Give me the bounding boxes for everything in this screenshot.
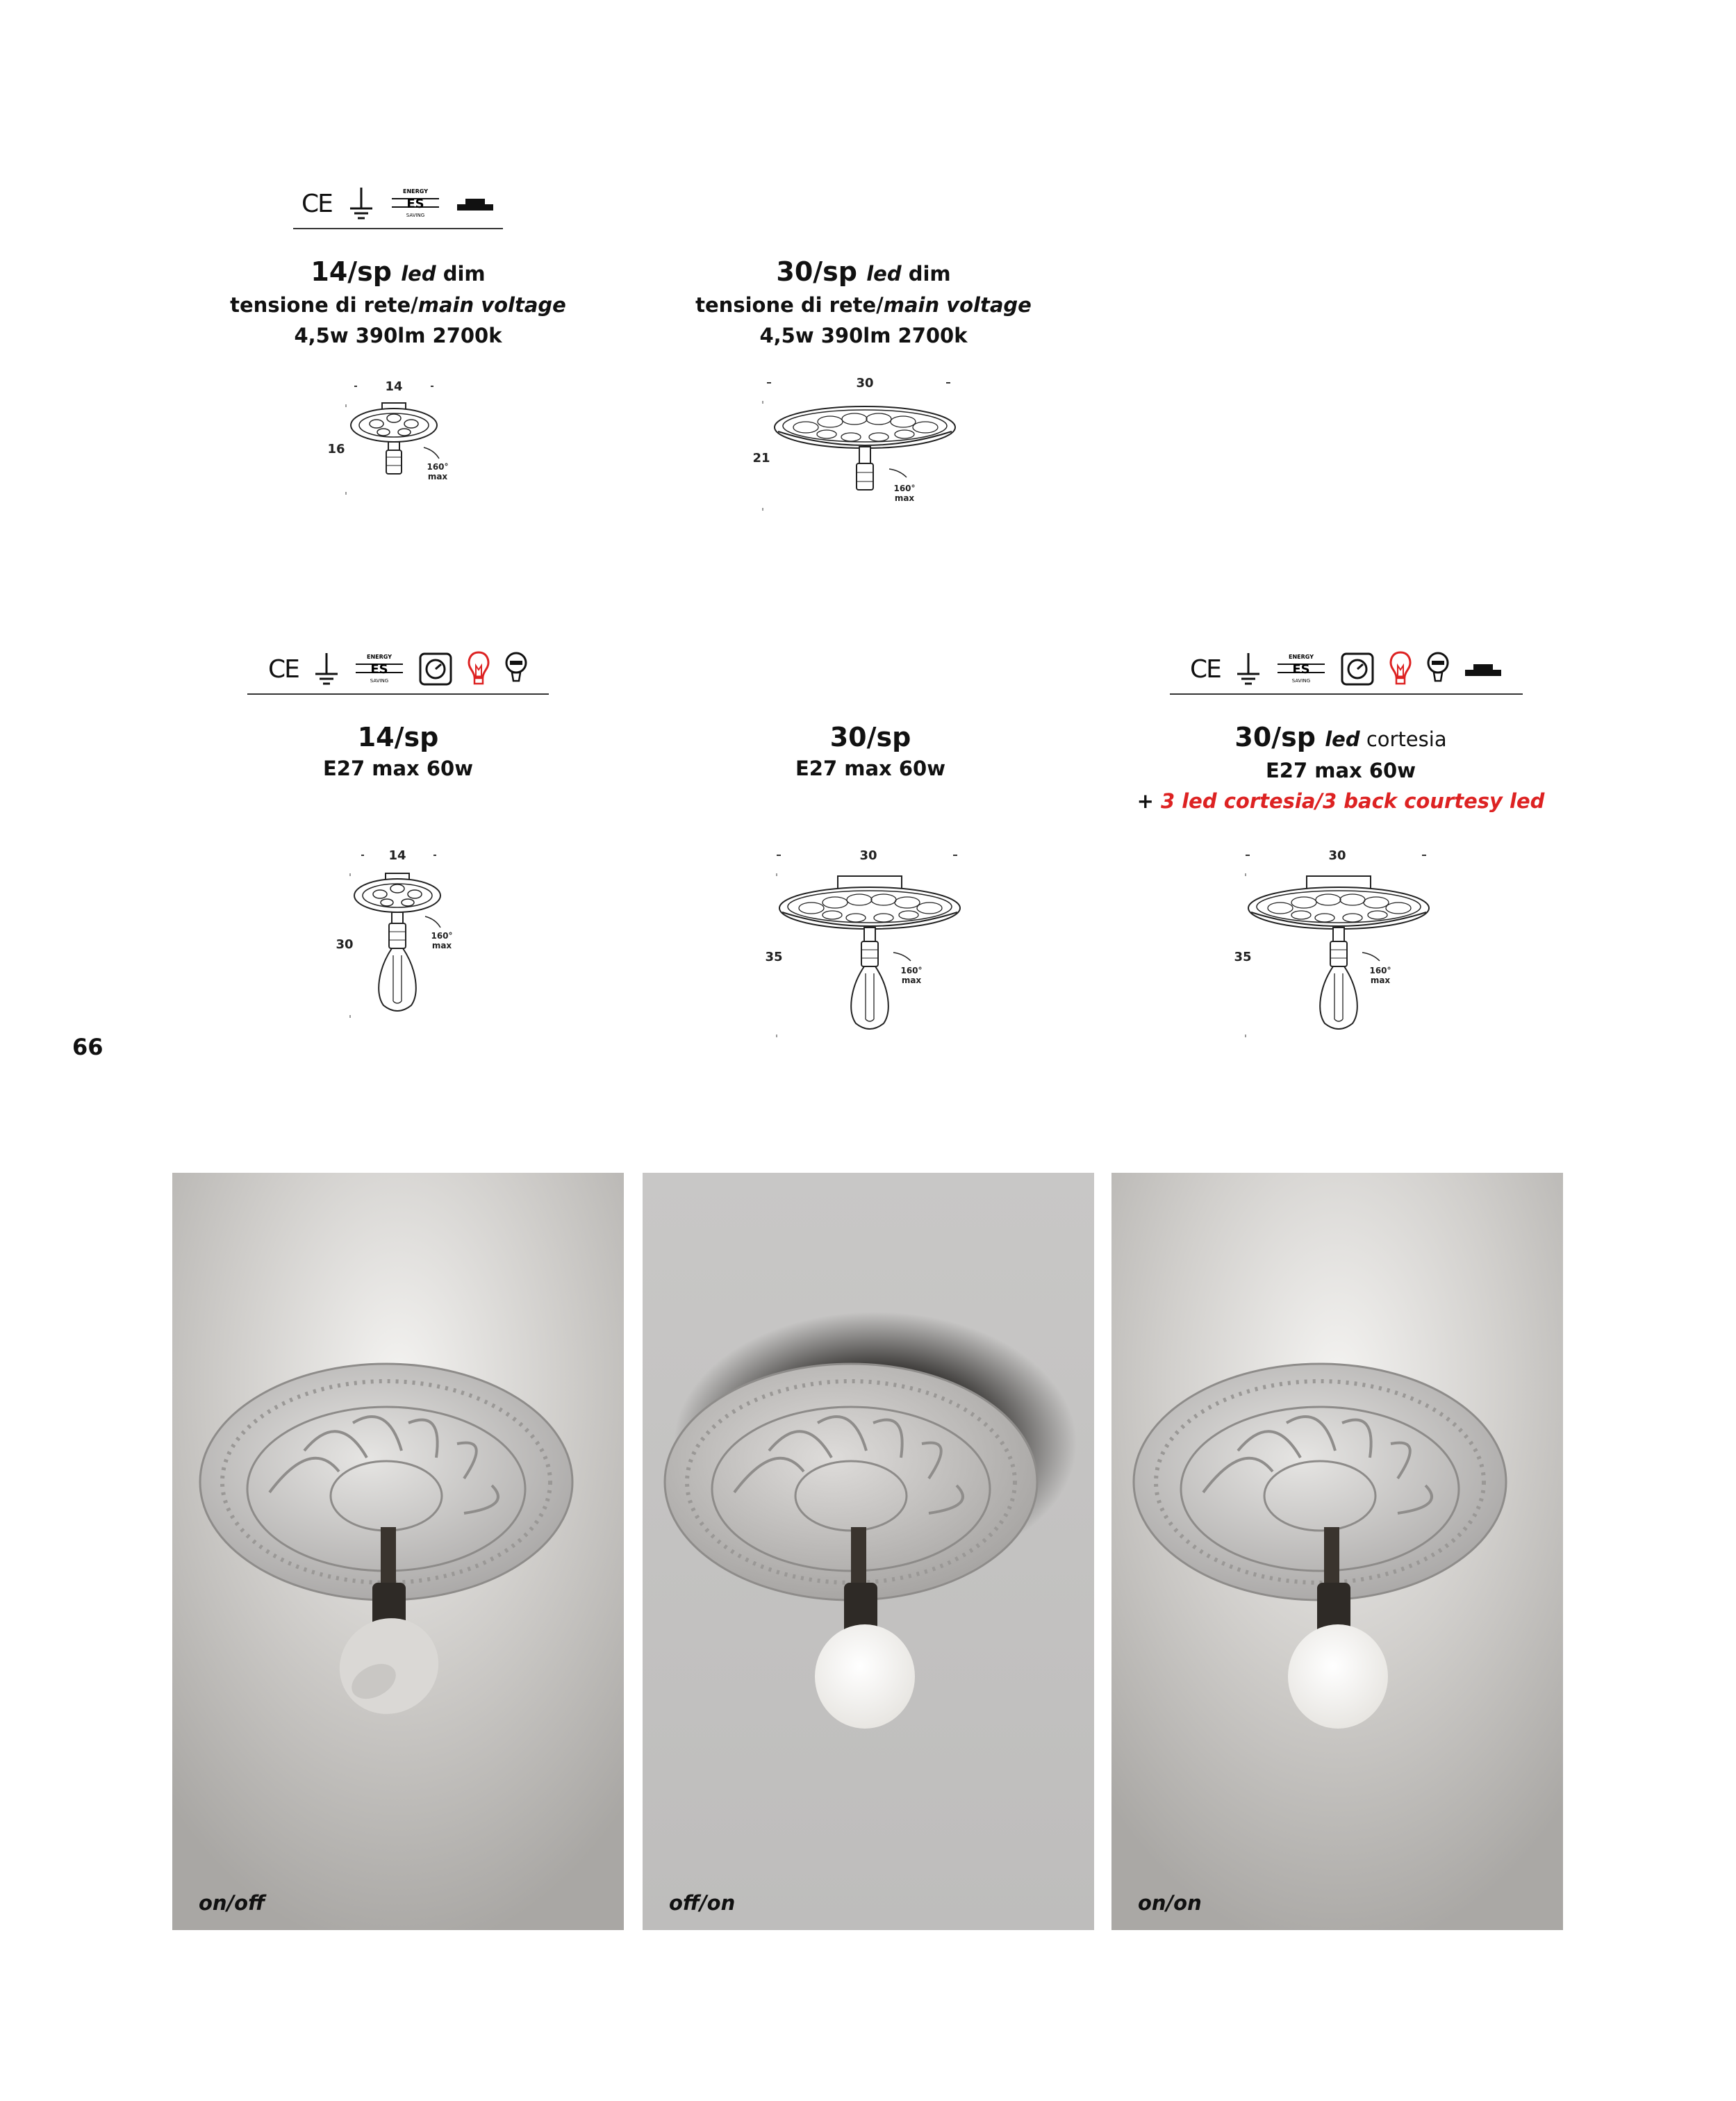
- product-specs: E27 max 60w: [1266, 759, 1416, 782]
- photo-off-on: [643, 1173, 1094, 1930]
- diagram-14sp-e27: [333, 844, 479, 1025]
- photo-on-on: [1111, 1173, 1563, 1930]
- dimmer-icon: [418, 652, 453, 686]
- product-30sp-led-cortesia: [1084, 721, 1598, 816]
- ceiling-mount-icon: [456, 193, 495, 214]
- svg-text:ES: ES: [406, 197, 424, 211]
- dimension-width: 30: [856, 376, 874, 390]
- incandescent-bulb-icon: [1389, 650, 1412, 688]
- photo-caption: on/on: [1138, 1891, 1202, 1915]
- product-title: 30/sp led cortesia: [1234, 722, 1447, 752]
- product-title: 14/sp: [357, 722, 439, 752]
- incandescent-bulb-icon: [467, 650, 490, 688]
- svg-text:max: max: [1370, 975, 1391, 985]
- photo-caption: on/off: [199, 1891, 265, 1915]
- product-title: 30/sp led dim: [776, 256, 951, 287]
- product-title: 30/sp: [829, 722, 911, 752]
- dimension-height: 16: [327, 442, 345, 456]
- icon-bar-2: [247, 645, 549, 695]
- svg-text:160°: 160°: [900, 966, 923, 975]
- photo-caption: off/on: [669, 1891, 736, 1915]
- photo-on-off: [172, 1173, 624, 1930]
- page-number: 66: [72, 1034, 104, 1060]
- energy-saving-icon: [354, 652, 404, 686]
- svg-text:max: max: [894, 493, 915, 503]
- diagram-30sp-led-dim: [750, 372, 979, 518]
- svg-text:ENERGY: ENERGY: [1288, 654, 1314, 660]
- svg-text:SAVING: SAVING: [1291, 678, 1311, 684]
- energy-saving-icon: [390, 186, 440, 221]
- icon-bar-3: [1170, 645, 1523, 695]
- svg-text:ES: ES: [1292, 662, 1310, 677]
- svg-text:ENERGY: ENERGY: [402, 188, 428, 195]
- dimension-width: 14: [388, 848, 406, 863]
- dimension-width: 30: [859, 848, 877, 863]
- product-30sp-led-dim: [674, 256, 1053, 351]
- energy-saving-icon: [1276, 652, 1326, 686]
- product-voltage: tensione di rete/main voltage: [695, 293, 1032, 317]
- product-specs: 4,5w 390lm 2700k: [294, 324, 502, 347]
- ground-icon: [313, 652, 340, 686]
- svg-text:SAVING: SAVING: [406, 213, 425, 218]
- product-specs: E27 max 60w: [795, 757, 945, 780]
- svg-text:160°: 160°: [431, 931, 453, 941]
- dimension-width: 30: [1328, 848, 1346, 863]
- ceiling-mount-icon: [1464, 659, 1503, 679]
- svg-text:ENERGY: ENERGY: [366, 654, 392, 660]
- ground-icon: [347, 186, 375, 221]
- product-specs: E27 max 60w: [323, 757, 473, 780]
- svg-text:ES: ES: [370, 662, 388, 677]
- dimmer-icon: [1340, 652, 1375, 686]
- energy-bulb-icon: [1426, 650, 1450, 688]
- ce-mark-icon: CE: [268, 654, 299, 684]
- energy-bulb-icon: [504, 650, 528, 688]
- product-14sp-led-dim: [208, 256, 588, 351]
- product-specs: 4,5w 390lm 2700k: [759, 324, 968, 347]
- product-14sp-e27: [208, 721, 588, 784]
- svg-text:160°: 160°: [427, 462, 449, 472]
- icon-bar-1: [293, 179, 503, 229]
- dimension-width: 14: [385, 379, 403, 394]
- svg-text:160°: 160°: [1369, 966, 1391, 975]
- ground-icon: [1234, 652, 1262, 686]
- svg-text:SAVING: SAVING: [370, 678, 389, 684]
- dimension-height: 30: [336, 937, 354, 952]
- svg-text:160°: 160°: [893, 484, 916, 493]
- dimension-height: 21: [752, 451, 770, 465]
- svg-text:max: max: [901, 975, 922, 985]
- dimension-height: 35: [765, 950, 783, 964]
- diagram-30sp-led-cortesia: [1226, 844, 1455, 1046]
- dimension-height: 35: [1234, 950, 1252, 964]
- diagram-30sp-e27: [757, 844, 986, 1046]
- product-30sp-e27: [681, 721, 1060, 784]
- diagram-14sp-led-dim: [326, 375, 465, 500]
- product-title: 14/sp led dim: [311, 256, 486, 287]
- svg-text:max: max: [427, 472, 448, 481]
- ce-mark-icon: CE: [301, 189, 332, 218]
- svg-text:max: max: [431, 941, 452, 950]
- product-voltage: tensione di rete/main voltage: [230, 293, 566, 317]
- ce-mark-icon: CE: [1190, 654, 1221, 684]
- product-courtesy-led: + 3 led cortesia/3 back courtesy led: [1136, 789, 1545, 813]
